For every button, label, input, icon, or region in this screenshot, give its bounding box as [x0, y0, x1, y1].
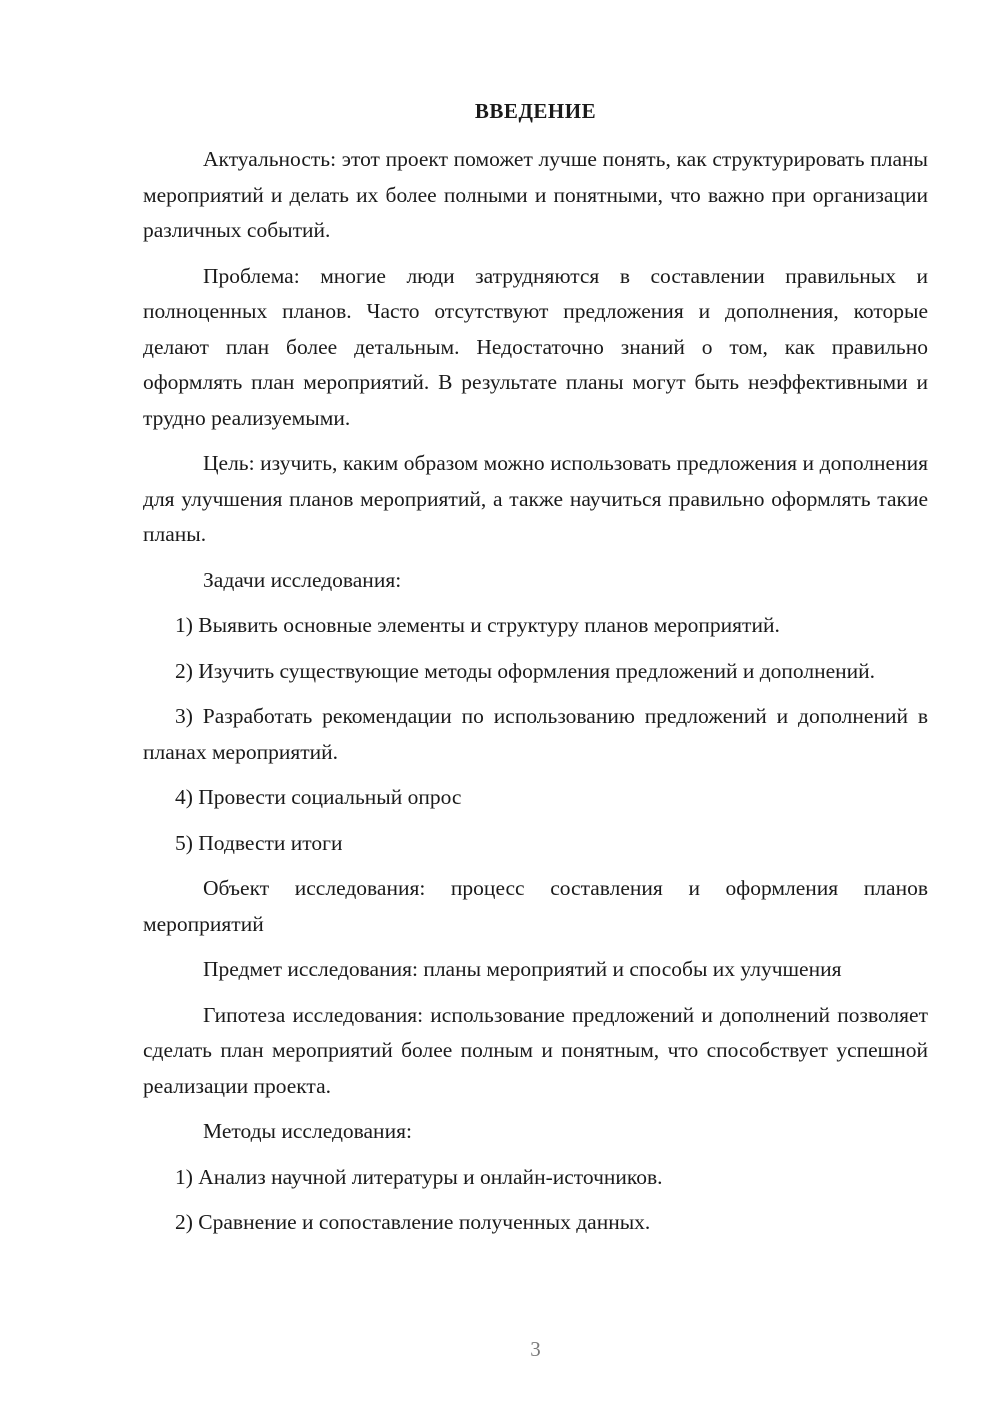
paragraph-relevance: Актуальность: этот проект поможет лучше понять, как структурировать планы мероприятий и делать их более полными и понятными, что важно при организации различных событий.	[143, 147, 928, 242]
task-item-3: 3) Разработать рекомендации по использованию предложений и дополнений в планах мероприятий.	[143, 704, 928, 764]
paragraph-methods-heading: Методы исследования:	[203, 1119, 412, 1143]
task-item-1: 1) Выявить основные элементы и структуру планов мероприятий.	[175, 613, 780, 637]
page-number: 3	[530, 1337, 541, 1361]
task-item-5: 5) Подвести итоги	[175, 830, 343, 855]
paragraph-subject: Предмет исследования: планы мероприятий и способы их улучшения	[203, 957, 842, 981]
paragraph-goal: Цель: изучить, каким образом можно использовать предложения и дополнения для улучшения планов мероприятий, а также научиться правильно оформлять такие планы.	[143, 451, 928, 546]
section-heading: ВВЕДЕНИЕ	[474, 99, 597, 123]
task-item-2: 2) Изучить существующие методы оформления предложений и дополнений.	[175, 658, 876, 683]
document-page	[143, 0, 928, 1414]
paragraph-problem: Проблема: многие люди затрудняются в составлении правильных и полноценных планов. Часто отсутствуют предложения и дополнения, которые делают план более детальным. Недостаточно знаний о том, как правильно оформлять план мероприятий. В результате планы могут быть неэффективными и трудно реализуемыми.	[143, 263, 928, 430]
method-item-2: 2) Сравнение и сопоставление полученных данных.	[175, 1210, 651, 1234]
paragraph-object: Объект исследования: процесс составления и оформления планов мероприятий	[143, 876, 928, 936]
document-body	[143, 142, 928, 1251]
task-item-4: 4) Провести социальный опрос	[175, 785, 462, 809]
method-item-1: 1) Анализ научной литературы и онлайн-источников.	[175, 1164, 663, 1189]
paragraph-hypothesis: Гипотеза исследования: использование предложений и дополнений позволяет сделать план мероприятий более полным и понятным, что способствует успешной реализации проекта.	[143, 1002, 928, 1098]
paragraph-tasks-heading: Задачи исследования:	[203, 567, 402, 592]
